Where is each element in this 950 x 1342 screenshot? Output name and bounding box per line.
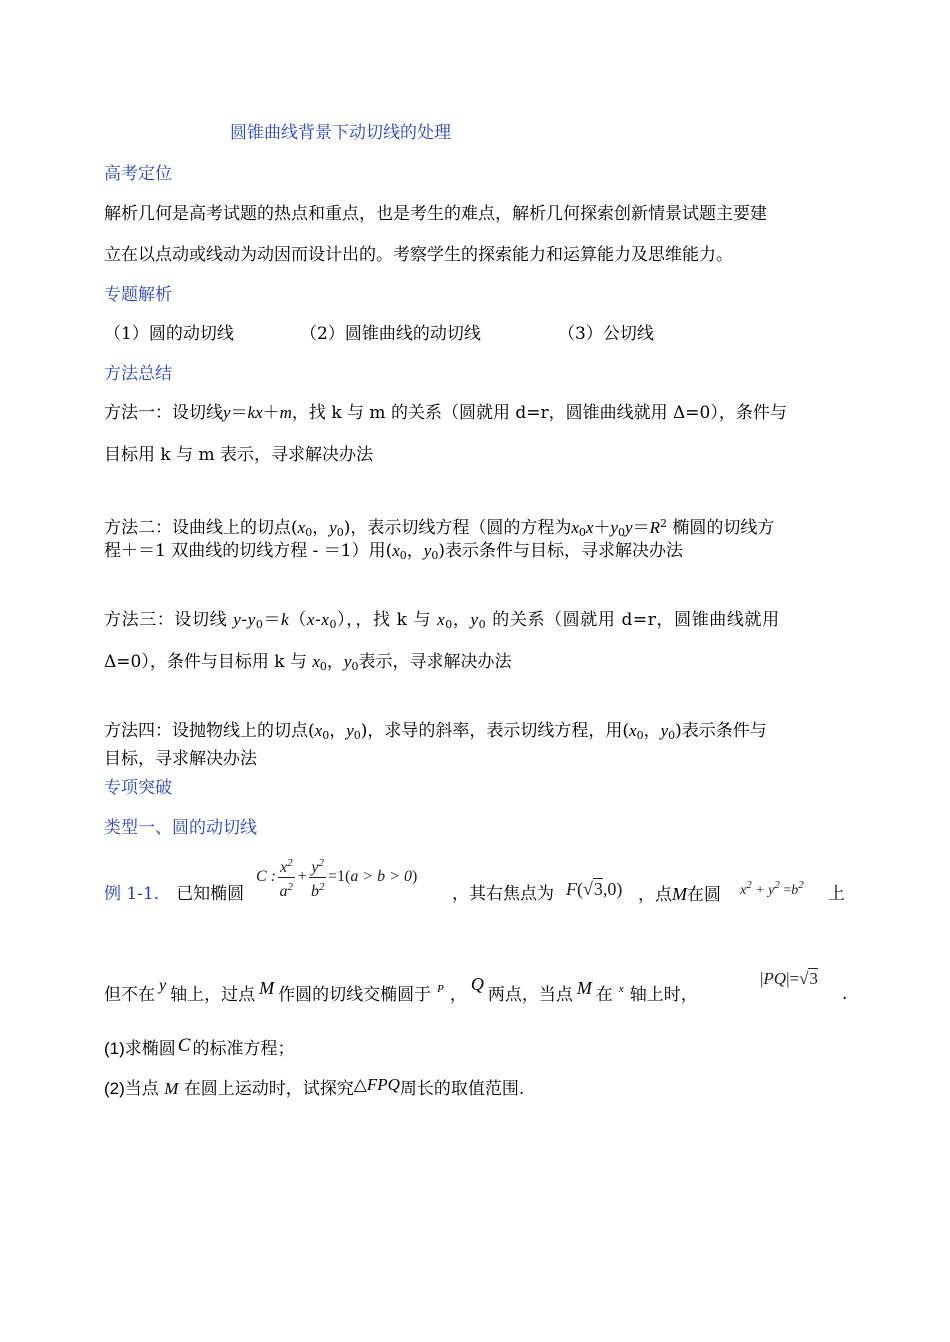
method-3-line-1: 方法三：设切线 $y-y_0=k(x-x_0)$，，找 k 与 $x_0$，$y_0$ 的关系（圆就用 d=r，圆锥曲线就用 <box>104 610 780 631</box>
method-3-line-2: Δ=0），条件与目标用 k 与 $x_0$，$y_0$表示，寻求解决办法 <box>104 652 512 673</box>
gaokao-line-1: 解析几何是高考试题的热点和重点，也是考生的难点，解析几何探索创新情景试题主要建 <box>104 204 767 224</box>
method-1-line-1: 方法一：设切线y＝kx＋m，找 k 与 m 的关系（圆就用 d=r，圆锥曲线就用 Δ=0），条件与 <box>104 403 787 423</box>
period: . <box>842 984 848 1004</box>
example-line-1-b: ，其右焦点为 <box>452 884 554 904</box>
doc-title: 圆锥曲线背景下动切线的处理 <box>230 123 451 143</box>
topic-1: （1）圆的动切线 <box>104 324 234 344</box>
heading-zhuanti: 专题解析 <box>104 285 172 305</box>
topic-2: （2）圆锥曲线的动切线 <box>300 324 481 344</box>
heading-tupo: 专项突破 <box>104 778 172 798</box>
circle-equation: $x^2 + y^2 =b^2$ <box>740 879 804 898</box>
example-line-1-e: 上 <box>828 884 845 904</box>
method-1-line-2: 目标用 k 与 m 表示，寻求解决办法 <box>104 445 374 465</box>
method-4-line-1: 方法四：设抛物线上的切点($x_0$，$y_0$)，求导的斜率，表示切线方程，用($x_0$，$y_0$)表示条件与 <box>104 721 767 742</box>
focus-point: F(√3,0) <box>566 879 623 899</box>
pq-length: |PQ|=√3 <box>760 969 818 988</box>
heading-gaokao: 高考定位 <box>104 164 172 184</box>
question-1: (1)求椭圆 C 的标准方程； <box>104 1035 295 1059</box>
example-line-2: 但不在 y 轴上，过点 M 作圆的切线交椭圆于 $^P$ ，Q两点，当点 M 在 $^x$ 轴上时， <box>104 974 698 1005</box>
example-line-1-c: ，点M在圆 <box>638 884 721 905</box>
question-2: (2)当点 M 在圆上运动时，试探究△FPQ周长的取值范围. <box>104 1075 525 1099</box>
method-4-line-2: 目标，寻求解决办法 <box>104 749 257 769</box>
method-2-line-2: 程＋＝1 双曲线的切线方程 - ＝1）用($x_0$，$y_0$)表示条件与目标，寻求解决办法 <box>104 541 683 562</box>
method-2-line-1: 方法二：设曲线上的切点($x_0$，$y_0$)，表示切线方程（圆的方程为$x_0x+y_0y=R^2$ 椭圆的切线方 <box>104 517 775 539</box>
heading-fangfa: 方法总结 <box>104 364 172 384</box>
topic-3: （3）公切线 <box>558 324 654 344</box>
ellipse-equation: C : $\frac{x^2}{a^2}$ + $\frac{y^2}{b^2}$ =1(a > b > 0) <box>256 854 417 901</box>
example-line-1: 例 1-1． 已知椭圆 <box>104 884 245 904</box>
gaokao-line-2: 立在以点动或线动为动因而设计出的。考察学生的探索能力和运算能力及思维能力。 <box>104 245 733 265</box>
heading-leixing: 类型一、圆的动切线 <box>104 818 257 838</box>
example-label: 例 1-1． <box>104 884 171 904</box>
